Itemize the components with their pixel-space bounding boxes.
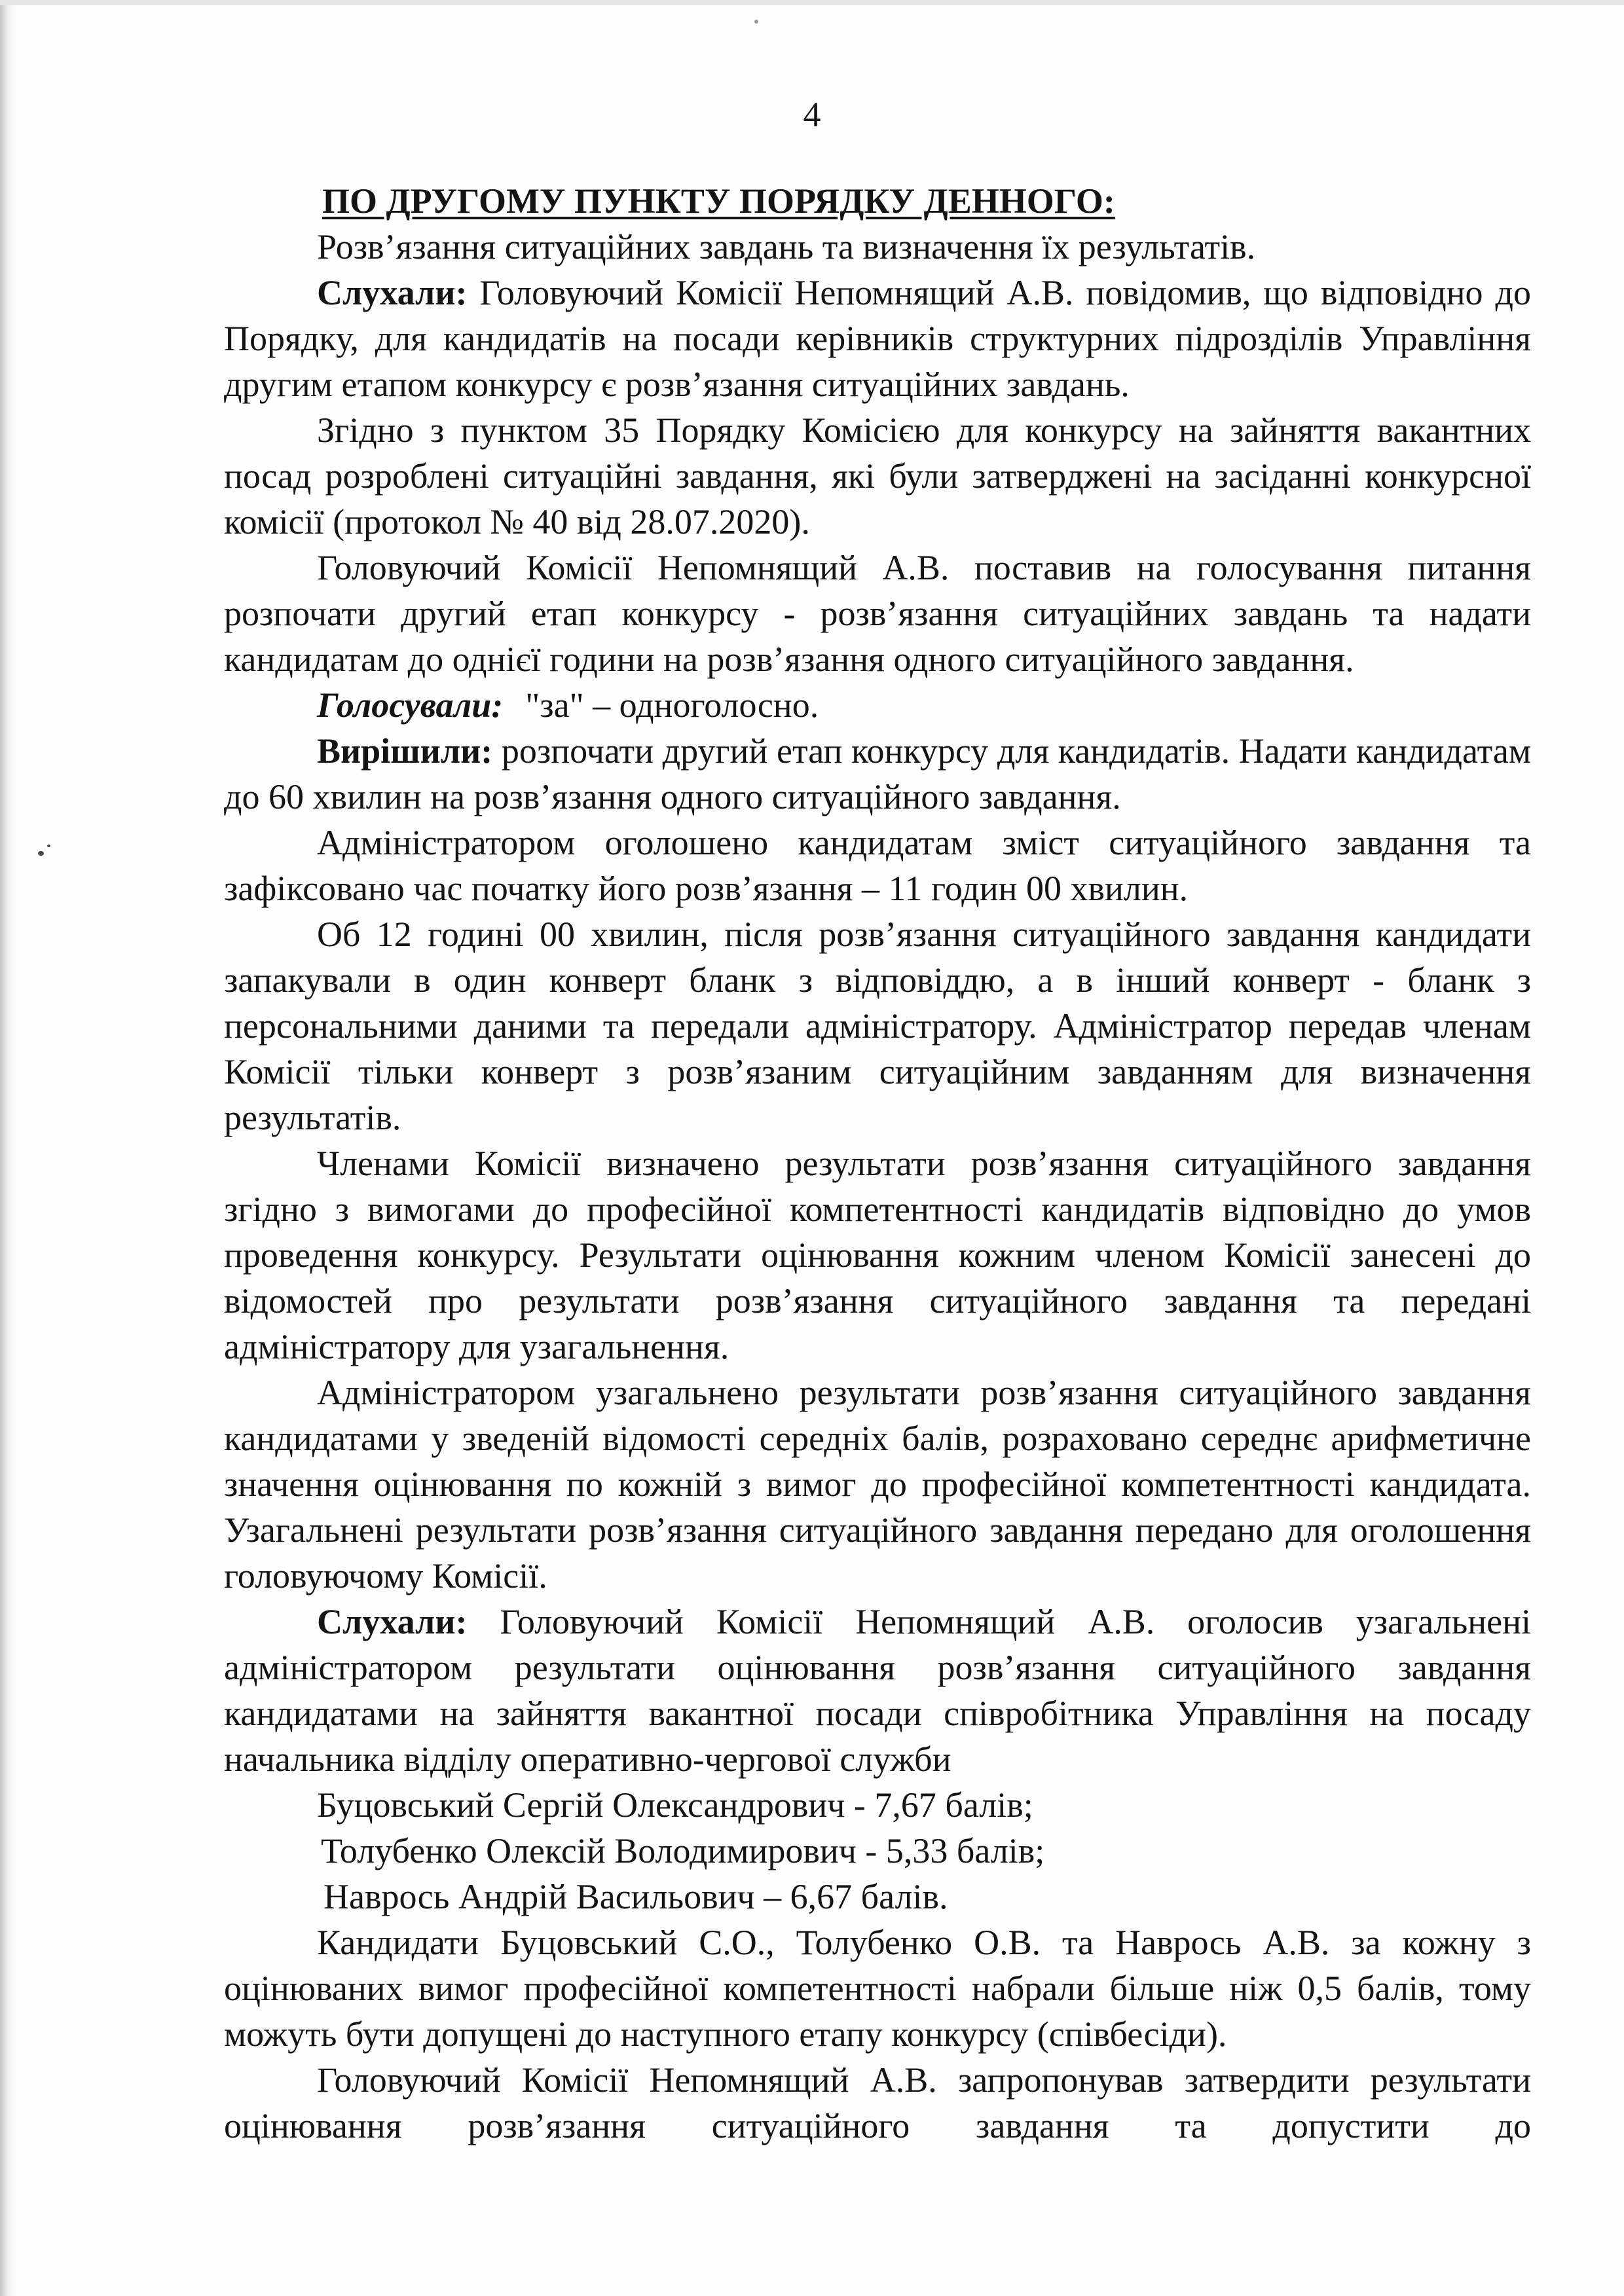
page-number: 4	[803, 95, 821, 134]
document-body	[224, 178, 1531, 2149]
paragraph-heard-1	[224, 270, 1531, 407]
candidate-score: Наврось Андрій Васильович – 6,67 балів.	[323, 1877, 948, 1916]
paragraph-voted	[224, 682, 1531, 728]
heard-label: Слухали:	[317, 273, 468, 312]
paragraph-point-35: Згідно з пунктом 35 Порядку Комісією для конкурсу на зайняття вакантних посад розроблені ситуаційні завдання, які були затверджені на засіданні конкурсної комісії (протокол № 40 від 28.07.2020).	[224, 410, 1531, 541]
section-heading: ПО ДРУГОМУ ПУНКТУ ПОРЯДКУ ДЕННОГО:	[322, 181, 1115, 221]
voted-label: Голосували:	[317, 685, 504, 725]
paragraph-twelve-hours: Об 12 годині 00 хвилин, після розв’язання ситуаційного завдання кандидати запакували в один конверт бланк з відповіддю, а в інший конверт - бланк з персональними даними та передали адміністратору. Адміністратор передав членам Комісії тільки конверт з розв’язаним ситуаційним завданням для визначення результатів.	[224, 915, 1531, 1137]
heard-text-2: Головуючий Комісії Непомнящий А.В. оголосив узагальнені адміністратором результати оцінювання розв’язання ситуаційного завдання кандидатами на зайняття вакантної посади співробітника Управління на посаду начальника відділу оперативно-чергової служби	[224, 1602, 1531, 1779]
decided-label: Вирішили:	[317, 731, 493, 771]
heard-label-2: Слухали:	[317, 1602, 468, 1641]
paragraph-candidates-passed: Кандидати Буцовський С.О., Толубенко О.В. та Наврось А.В. за кожну з оцінюваних вимог професійної компетентності набрали більше ніж 0,5 балів, тому можуть бути допущені до наступного етапу конкурсу (співбесіди).	[224, 1923, 1531, 2054]
voted-text: "за" – одноголосно.	[525, 685, 819, 725]
paragraph-vote-proposal: Головуючий Комісії Непомнящий А.В. поставив на голосування питання розпочати другий етап конкурсу - розв’язання ситуаційних завдань та надати кандидатам до однієї години на розв’язання одного ситуаційного завдання.	[224, 548, 1531, 679]
decided-text: розпочати другий етап конкурсу для кандидатів. Надати кандидатам до 60 хвилин на розв’язання одного ситуаційного завдання.	[224, 731, 1531, 816]
heard-text: Головуючий Комісії Непомнящий А.В. повідомив, що відповідно до Порядку, для кандидатів на посади керівників структурних підрозділів Управління другим етапом конкурсу є розв’язання ситуаційних завдань.	[224, 273, 1531, 404]
paragraph-decided	[224, 728, 1531, 820]
candidate-score: Буцовський Сергій Олександрович - 7,67 балів;	[317, 1785, 1033, 1825]
paragraph-admin-announce: Адміністратором оголошено кандидатам зміст ситуаційного завдання та зафіксовано час початку його розв’язання – 11 годин 00 хвилин.	[224, 823, 1531, 908]
scan-speck	[38, 851, 44, 856]
scan-speck	[754, 20, 758, 24]
agenda-topic: Розв’язання ситуаційних завдань та визначення їх результатів.	[317, 227, 1256, 266]
paragraph-admin-summary: Адміністратором узагальнено результати розв’язання ситуаційного завдання кандидатами у зведеній відомості середніх балів, розраховано середнє арифметичне значення оцінювання по кожній з вимог до професійної компетентності кандидата. Узагальнені результати розв’язання ситуаційного завдання передано для оголошення головуючому Комісії.	[224, 1373, 1531, 1595]
candidate-score: Толубенко Олексій Володимирович - 5,33 балів;	[321, 1831, 1045, 1870]
paragraph-heard-2	[224, 1599, 1531, 1782]
paragraph-final-proposal: Головуючий Комісії Непомнящий А.В. запропонував затвердити результати оцінювання розв’язання ситуаційного завдання та допустити до	[224, 2060, 1531, 2145]
paragraph-members-results: Членами Комісії визначено результати розв’язання ситуаційного завдання згідно з вимогами до професійної компетентності кандидатів відповідно до умов проведення конкурсу. Результати оцінювання кожним членом Комісії занесені до відомостей про результати розв’язання ситуаційного завдання та передані адміністратору для узагальнення.	[224, 1144, 1531, 1366]
scan-speck	[47, 845, 50, 847]
